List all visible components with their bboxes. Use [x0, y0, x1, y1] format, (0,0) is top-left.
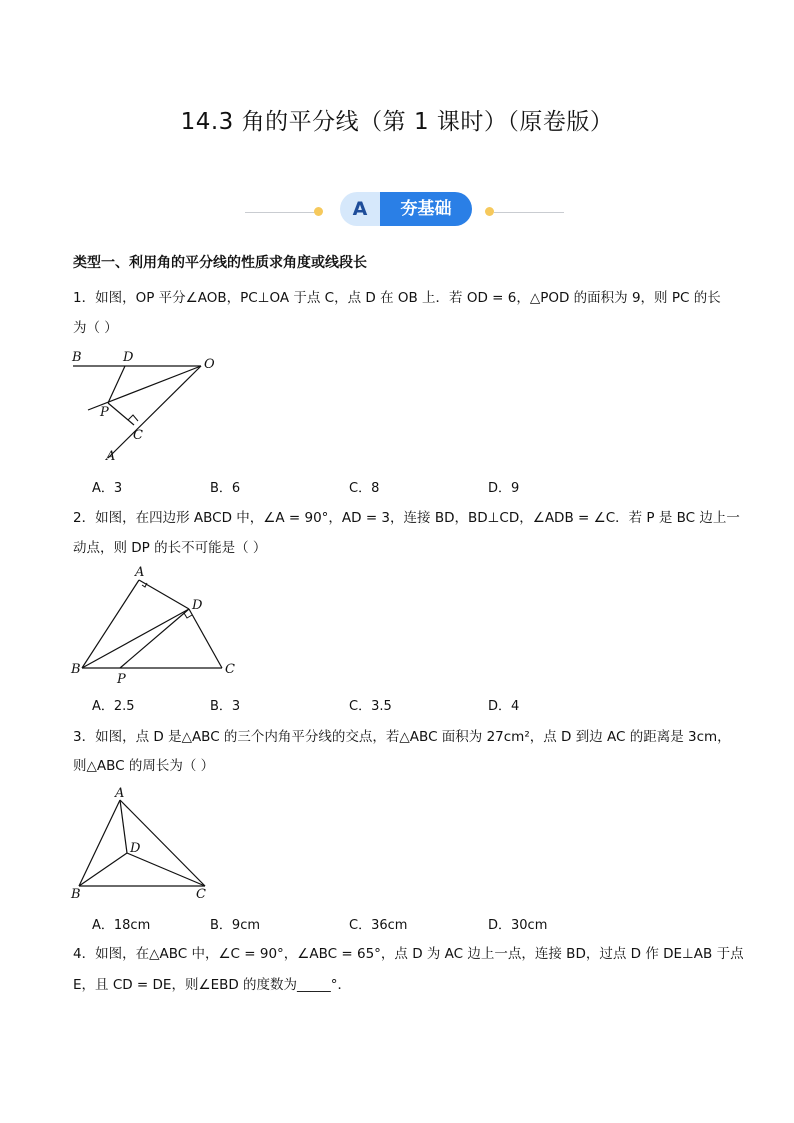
q2-label-d: D	[192, 598, 203, 613]
q1-text-line2: 为（ ）	[73, 320, 118, 336]
q1-label-o: O	[204, 357, 215, 372]
banner-dot-left	[314, 207, 323, 216]
q3-figure	[68, 783, 218, 903]
q2-option-a: A．2.5	[92, 699, 135, 714]
q1-ray-op	[88, 366, 201, 410]
q4-text-line2: E，且 CD = DE，则∠EBD 的度数为_____°．	[73, 977, 352, 993]
q1-label-c: C	[133, 428, 143, 443]
q3-text-line1: 3．如图，点 D 是△ABC 的三个内角平分线的交点，若△ABC 面积为 27cm²，点 D 到边 AC 的距离是 3cm，	[73, 729, 731, 745]
banner-line-left	[245, 212, 315, 213]
q3-bisector-ad	[120, 800, 127, 853]
q1-option-d: D．9	[488, 481, 520, 496]
q3-option-d: D．30cm	[488, 918, 548, 933]
q2-option-b: B．3	[210, 699, 241, 714]
q2-option-d: D．4	[488, 699, 520, 714]
q1-ray-oa	[108, 366, 201, 458]
banner-letter: A	[340, 192, 380, 226]
q1-segment-pc	[108, 403, 134, 425]
q3-label-d: D	[130, 841, 141, 856]
q2-label-c: C	[225, 662, 235, 677]
q3-text-line2: 则△ABC 的周长为（ ）	[73, 758, 215, 774]
q3-side-ab	[79, 800, 120, 886]
q2-text-line2: 动点，则 DP 的长不可能是（ ）	[73, 540, 267, 556]
section-heading: 类型一、利用角的平分线的性质求角度或线段长	[73, 255, 367, 271]
q1-label-a: A	[106, 449, 116, 464]
q3-option-a: A．18cm	[92, 918, 151, 933]
q1-label-d: D	[123, 350, 134, 365]
q1-label-b: B	[72, 350, 82, 365]
page-title: 14.3 角的平分线（第 1 课时）（原卷版）	[180, 109, 614, 135]
q3-label-c: C	[196, 887, 206, 902]
q1-option-b: B．6	[210, 481, 241, 496]
q2-diagonal-bd	[82, 609, 189, 668]
banner-dot-right	[485, 207, 494, 216]
banner-line-right	[494, 212, 564, 213]
section-banner	[340, 192, 472, 226]
q2-option-c: C．3.5	[349, 699, 392, 714]
q4-text-line1: 4．如图，在△ABC 中，∠C = 90°，∠ABC = 65°，点 D 为 AC 边上一点，连接 BD，过点 D 作 DE⊥AB 于点	[73, 946, 744, 962]
q3-label-a: A	[115, 786, 125, 801]
q2-side-dc	[189, 609, 222, 668]
q3-label-b: B	[71, 887, 81, 902]
q1-figure	[68, 346, 228, 468]
q2-side-ba	[82, 580, 139, 668]
q2-label-a: A	[135, 565, 145, 580]
q2-right-angle-d	[184, 613, 192, 618]
q2-figure	[68, 563, 248, 688]
q3-option-b: B．9cm	[210, 918, 261, 933]
q1-option-a: A．3	[92, 481, 123, 496]
banner-label: 夯基础	[380, 192, 472, 226]
q3-bisector-bd	[79, 853, 127, 886]
q2-label-b: B	[71, 662, 81, 677]
q3-bisector-cd	[127, 853, 205, 886]
q1-label-p: P	[100, 405, 109, 420]
q2-label-p: P	[117, 672, 126, 687]
q2-text-line1: 2．如图，在四边形 ABCD 中，∠A = 90°，AD = 3，连接 BD，BD⊥CD，∠ADB = ∠C．若 P 是 BC 边上一	[73, 510, 740, 526]
q1-text-line1: 1．如图，OP 平分∠AOB，PC⊥OA 于点 C，点 D 在 OB 上．若 OD = 6，△POD 的面积为 9，则 PC 的长	[73, 290, 721, 306]
q1-segment-dp	[108, 366, 125, 403]
q3-option-c: C．36cm	[349, 918, 408, 933]
q1-option-c: C．8	[349, 481, 380, 496]
q2-segment-dp	[120, 609, 189, 668]
q1-right-angle-mark	[128, 415, 138, 421]
